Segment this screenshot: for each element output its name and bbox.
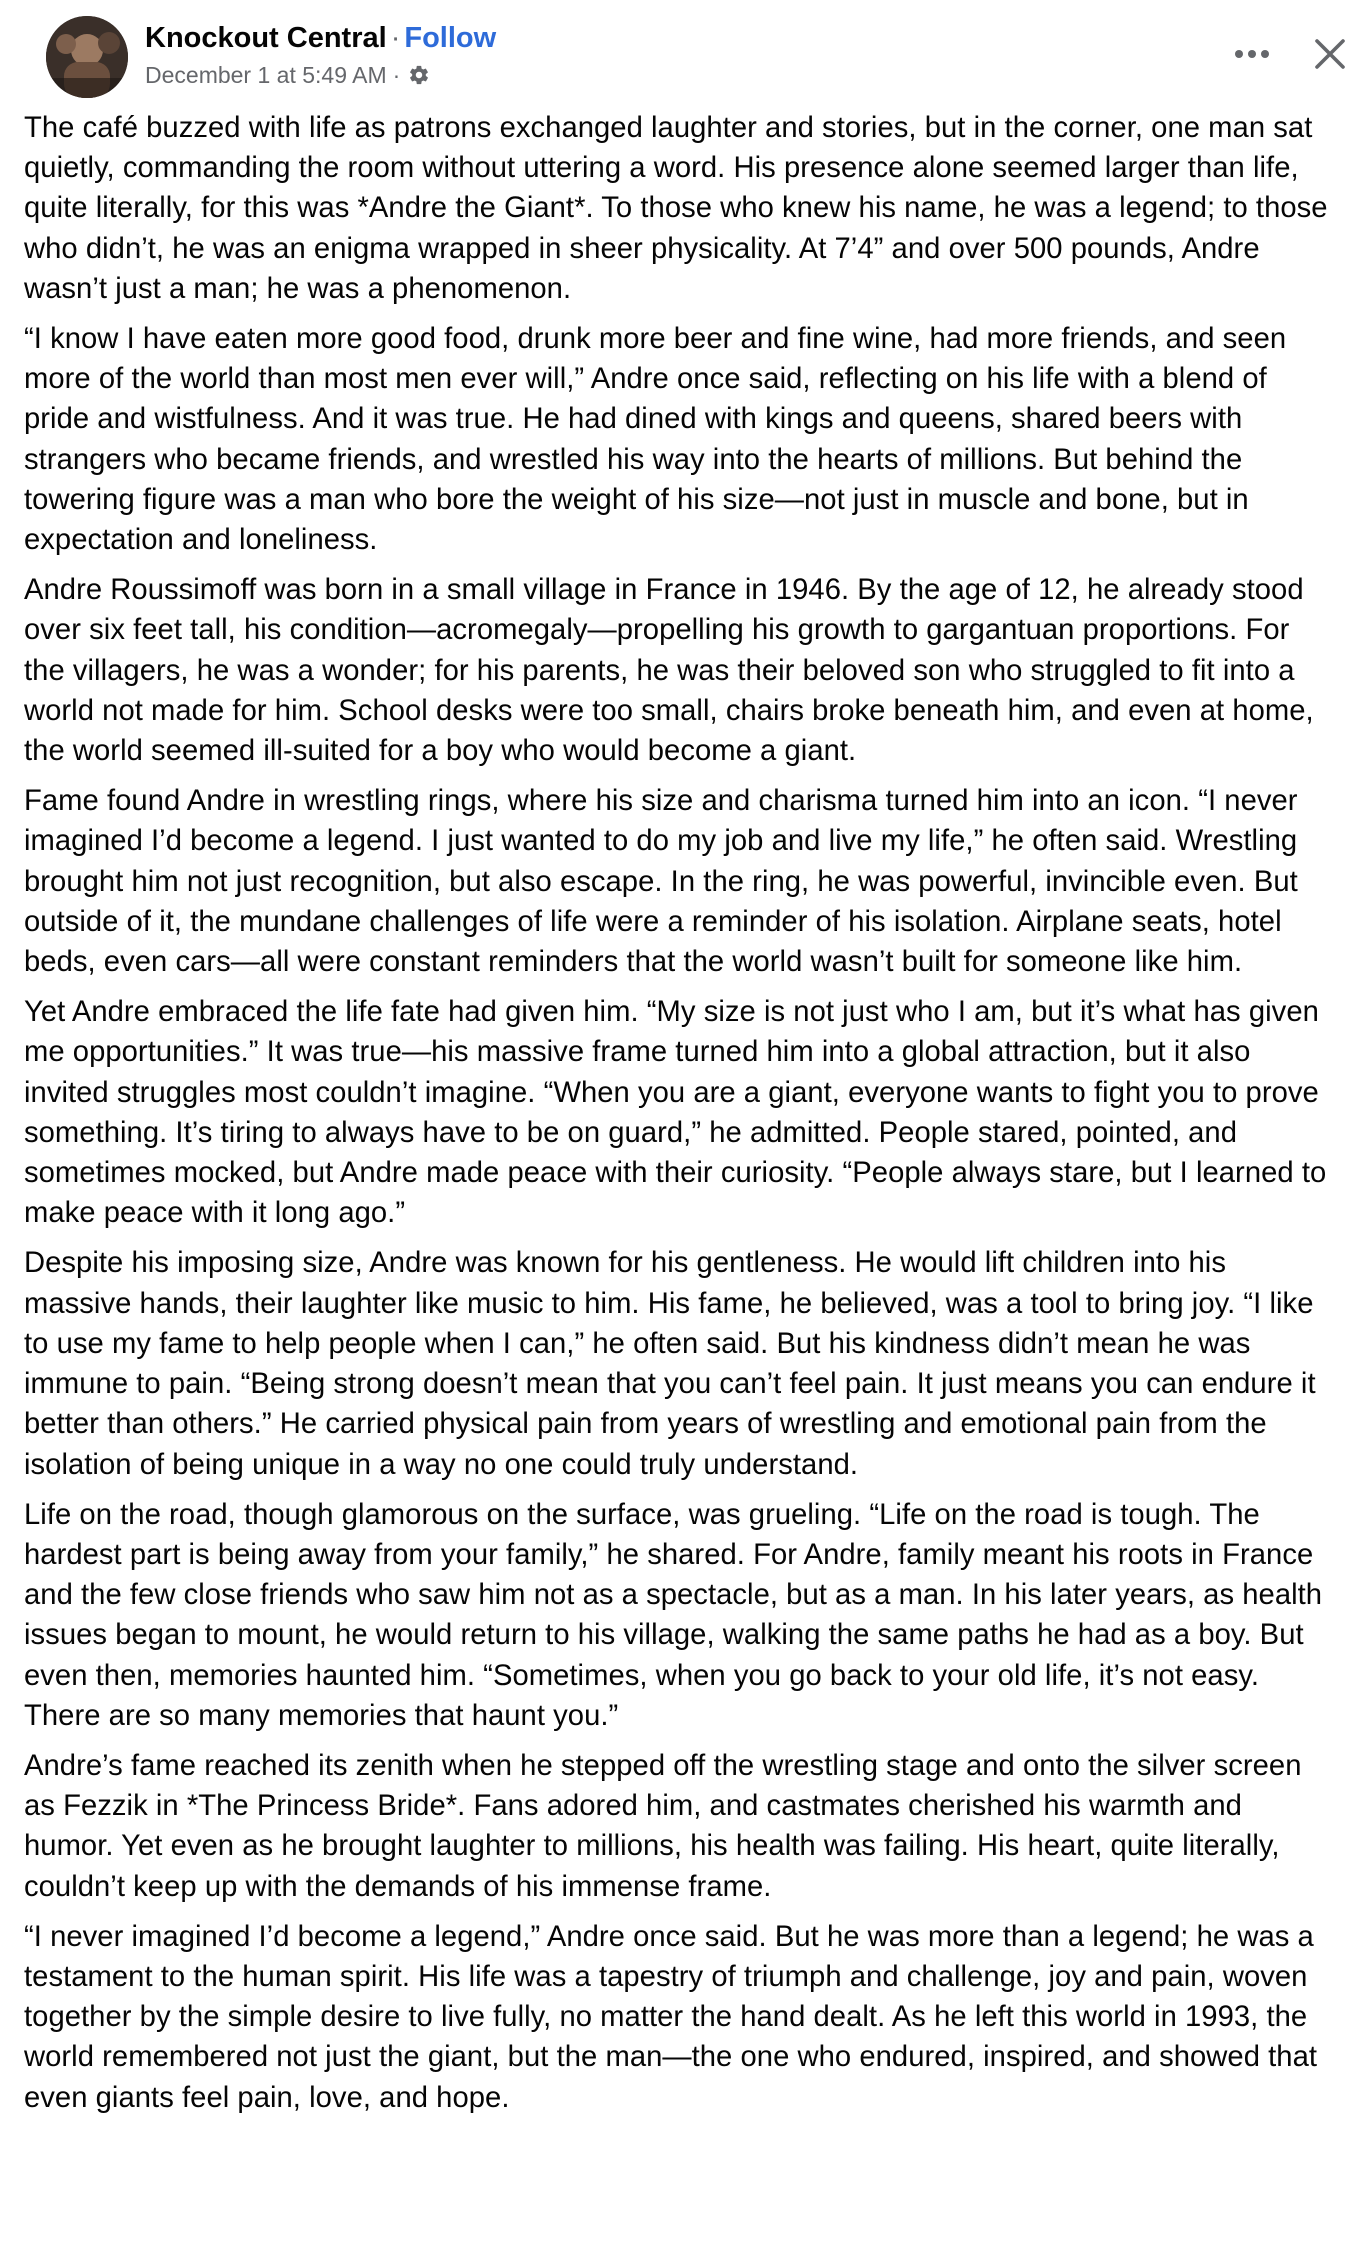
post-paragraph: Life on the road, though glamorous on the surface, was grueling. “Life on the road is tough. The hardest part is being away from your family,” he shared. For Andre, family meant his roots in France and the few close friends who saw him not as a spectacle, but as a man. In his later years, as health issues began to mount, he would return to his village, walking the same paths he had as a boy. But even then, memories haunted him. “Sometimes, when you go back to your old life, it’s not easy. There are so many memories that haunt you.” (24, 1498, 1323, 1732)
post-paragraph: Despite his imposing size, Andre was known for his gentleness. He would lift children into his massive hands, their laughter like music to him. His fame, he believed, was a tool to bring joy. “I like to use my fame to help people when I can,” he often said. But his kindness didn’t mean he was immune to pain. “Being strong doesn’t mean that you can’t feel pain. It just means you can endure it better than others.” He carried physical pain from years of wrestling and emotional pain from the isolation of being unique in a way no one could truly understand. (24, 1247, 1316, 1481)
post-paragraph: “I know I have eaten more good food, drunk more beer and fine wine, had more friends, and seen more of the world than most men ever will,” Andre once said, reflecting on his life with a blend of pride and wistfulness. And it was true. He had dined with kings and queens, shared beers with strangers who became friends, and wrestled his way into the hearts of millions. But behind the towering figure was a man who bore the weight of his size—not just in muscle and bone, but in expectation and loneliness. (24, 323, 1287, 557)
close-icon (1314, 38, 1346, 70)
gear-icon[interactable] (408, 63, 432, 87)
post-paragraph: The café buzzed with life as patrons exchanged laughter and stories, but in the corner, one man sat quietly, commanding the room without uttering a word. His presence alone seemed larger than life, quite literally, for this was *Andre the Giant*. To those who knew his name, he was a legend; to those who didn’t, he was an enigma wrapped in sheer physicality. At 7’4” and over 500 pounds, Andre wasn’t just a man; he was a phenomenon. (24, 112, 1328, 305)
post-paragraph: Fame found Andre in wrestling rings, where his size and charisma turned him into an icon. “I never imagined I’d become a legend. I just wanted to do my job and live my life,” he often said. Wrestling brought him not just recognition, but also escape. In the ring, he was powerful, invincible even. But outside of it, the mundane challenges of life were a reminder of his isolation. Airplane seats, hotel beds, even cars—all were constant reminders that the world wasn’t built for someone like him. (24, 785, 1298, 979)
title-separator: · (390, 22, 401, 54)
close-button[interactable] (1302, 28, 1355, 80)
more-options-button[interactable] (1224, 30, 1280, 78)
more-options-icon (1234, 49, 1270, 59)
post-meta (145, 60, 432, 90)
page-name[interactable]: Knockout Central (145, 22, 387, 54)
follow-button[interactable]: Follow (404, 22, 497, 54)
post-header (24, 0, 1331, 108)
post-paragraph: Andre’s fame reached its zenith when he stepped off the wrestling stage and onto the silver screen as Fezzik in *The Princess Bride*. Fans adored him, and castmates cherished his warmth and humor. Yet even as he brought laughter to millions, his health was failing. His heart, quite literally, couldn’t keep up with the demands of his immense frame. (24, 1749, 1302, 1903)
post-paragraph: “I never imagined I’d become a legend,” Andre once said. But he was more than a legend; he was a testament to the human spirit. His life was a tapestry of triumph and challenge, joy and pain, woven together by the simple desire to live fully, no matter the hand dealt. As he left this world in 1993, the world remembered not just the giant, but the man—the one who endured, inspired, and showed that even giants feel pain, love, and hope. (24, 1920, 1318, 2114)
post-paragraph: Andre Roussimoff was born in a small village in France in 1946. By the age of 12, he already stood over six feet tall, his condition—acromegaly—propelling his growth to gargantuan proportions. For the villagers, he was a wonder; for his parents, he was their beloved son who struggled to fit into a world not made for him. School desks were too small, chairs broke beneath him, and even at home, the world seemed ill-suited for a boy who would become a giant. (24, 574, 1314, 768)
page-avatar[interactable] (46, 16, 128, 98)
avatar-image (46, 16, 128, 98)
post-body (24, 108, 1331, 2118)
meta-separator: · (392, 62, 401, 88)
post-paragraph: Yet Andre embraced the life fate had given him. “My size is not just who I am, but it’s what has given me opportunities.” It was true—his massive frame turned him into a global attraction, but it also invited struggles most couldn’t imagine. “When you are a giant, everyone wants to fight you to prove something. It’s tiring to always have to be on guard,” he admitted. People stared, pointed, and sometimes mocked, but Andre made peace with their curiosity. “People always stare, but I learned to make peace with it long ago.” (24, 996, 1327, 1230)
post-timestamp[interactable]: December 1 at 5:49 AM (145, 62, 387, 88)
page-title-line (145, 20, 496, 56)
